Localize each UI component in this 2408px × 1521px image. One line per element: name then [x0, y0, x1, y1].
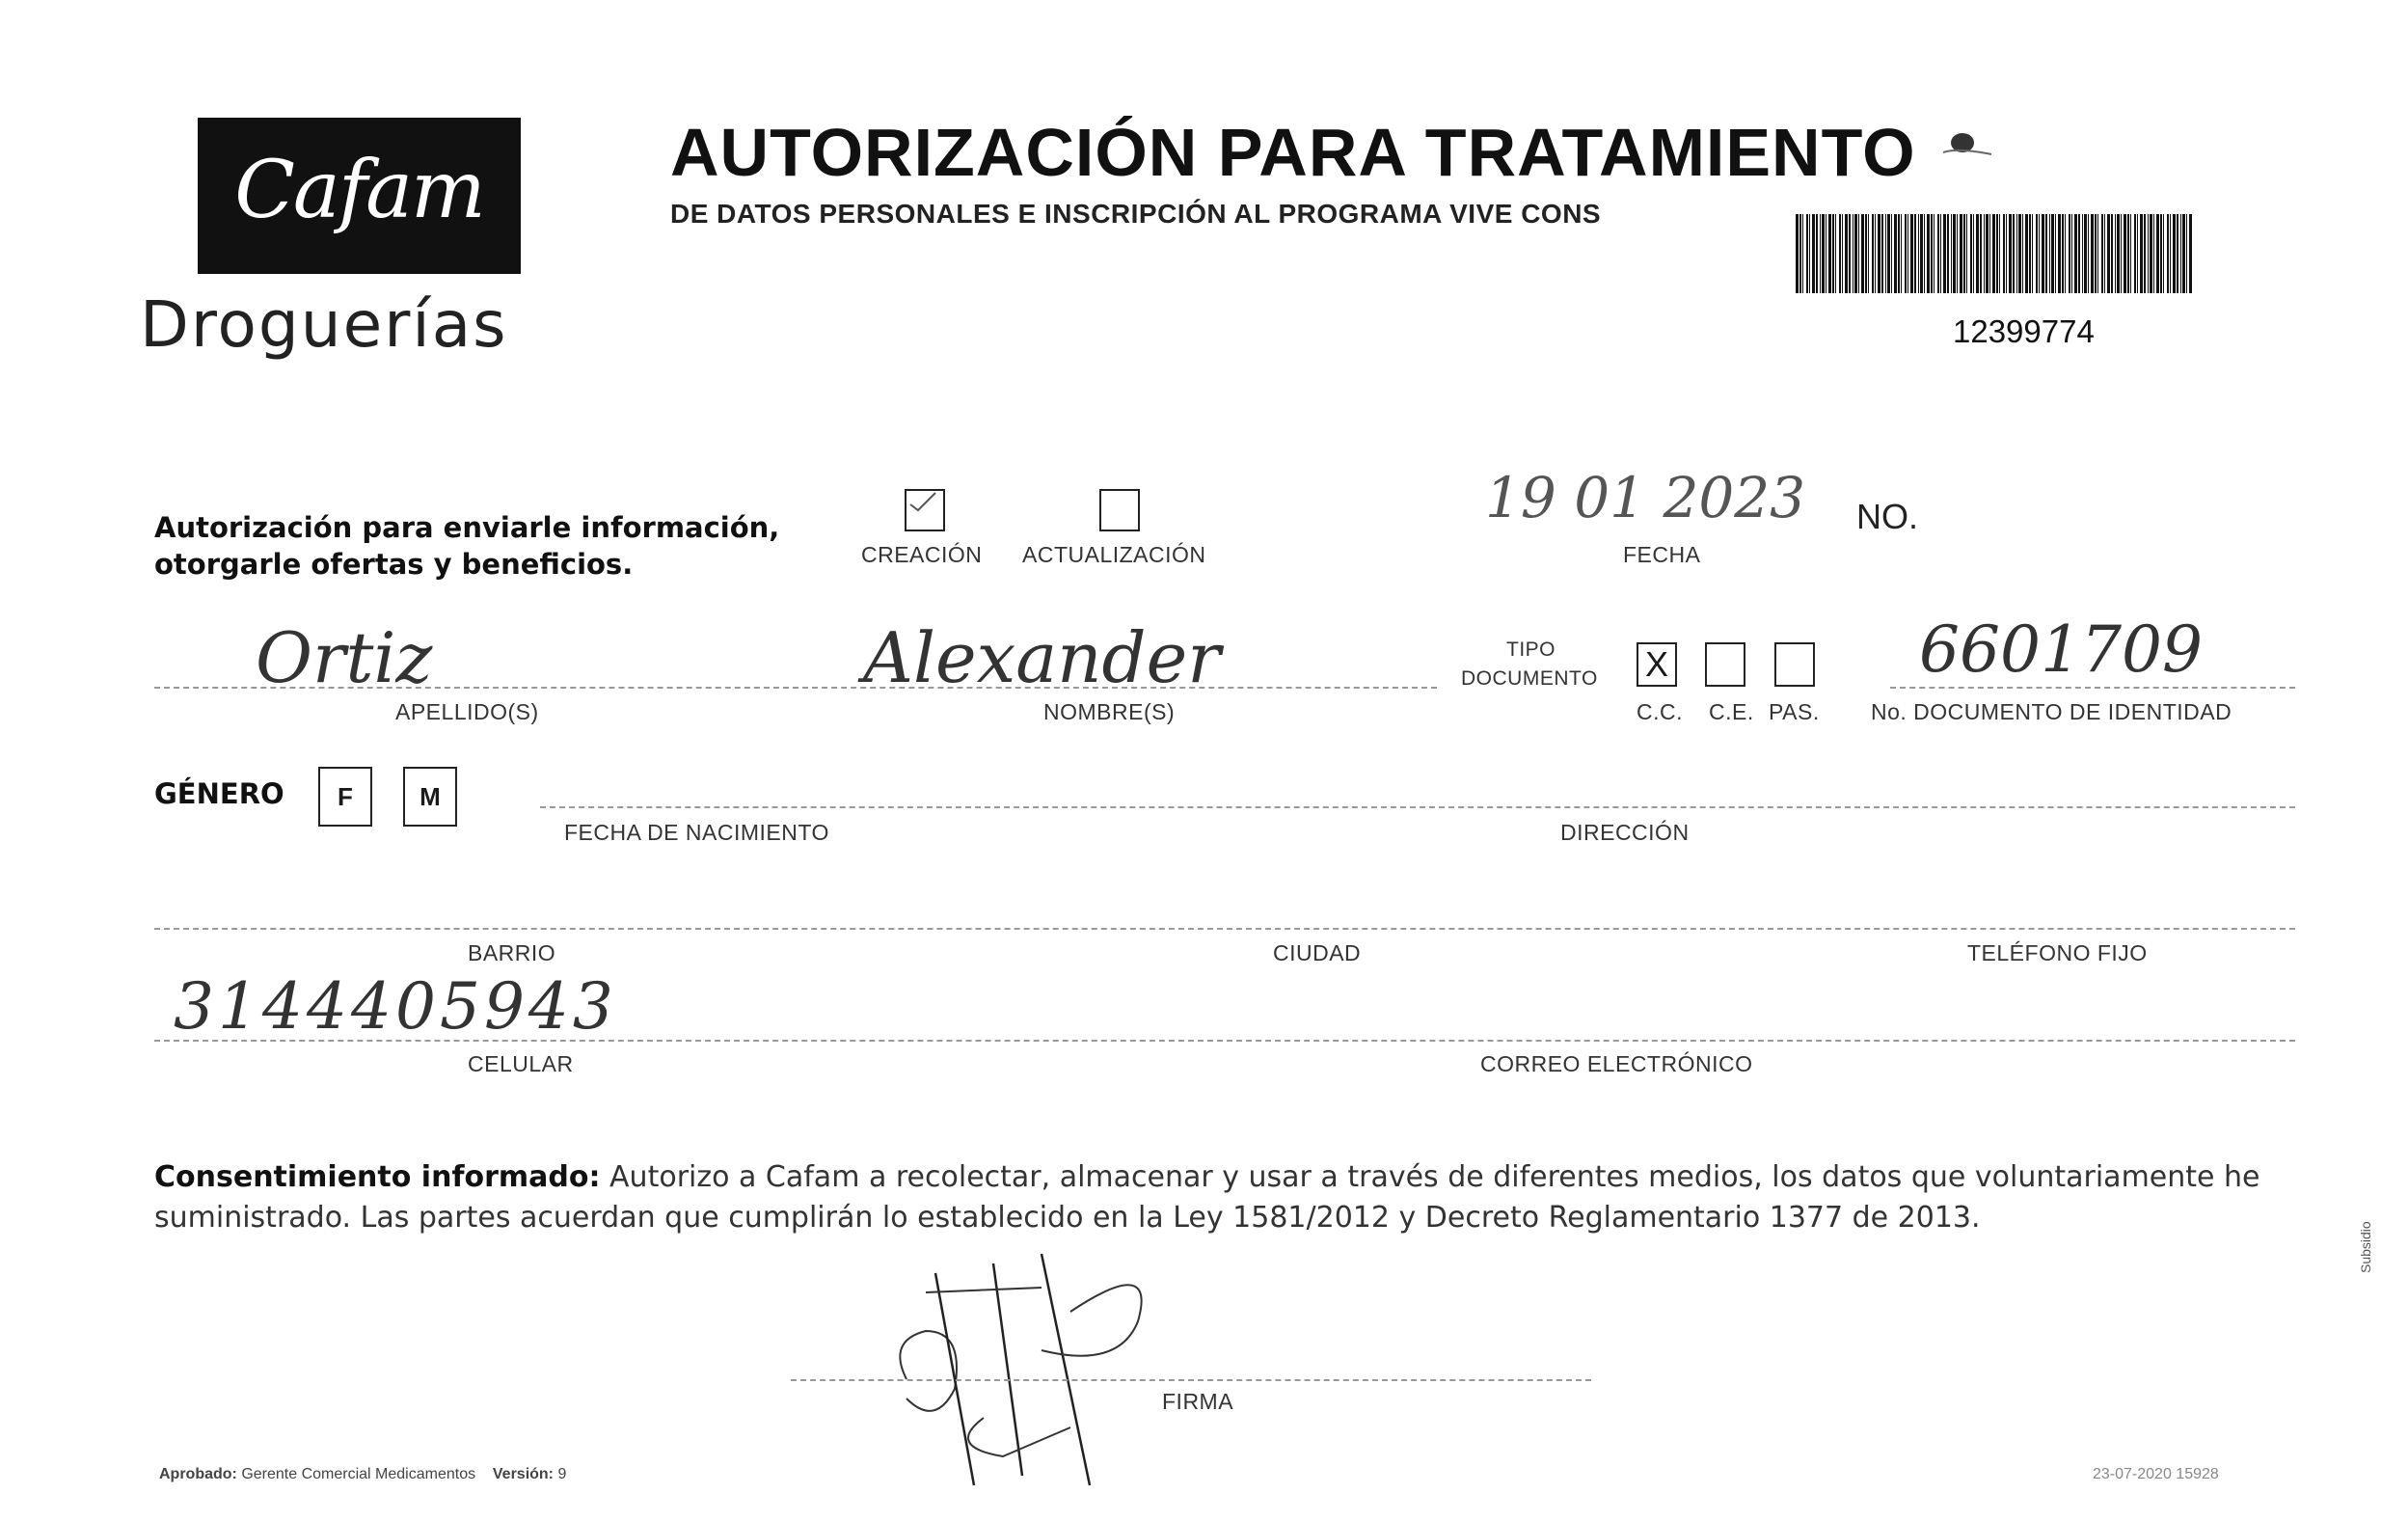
- barcode-bar: [1842, 214, 1843, 293]
- barcode-bar: [2167, 214, 2169, 293]
- ce-label: C.E.: [1709, 699, 1754, 724]
- stamp-mark: [1938, 123, 1977, 152]
- barcode-bar: [1812, 214, 1815, 293]
- barcode-bar: [1901, 214, 1902, 293]
- barcode-bar: [1835, 214, 1836, 293]
- barcode-bar: [2055, 214, 2056, 293]
- genero-m-checkbox[interactable]: M: [403, 767, 457, 827]
- barcode-bar: [1910, 214, 1913, 293]
- fecha-label: FECHA: [1623, 542, 1701, 567]
- celular-value: 3144405943: [174, 969, 617, 1044]
- barcode-bar: [2111, 214, 2113, 293]
- correo-label: CORREO ELECTRÓNICO: [1480, 1051, 1753, 1076]
- barcode-bar: [1937, 214, 1939, 293]
- barcode-bar: [1839, 214, 1841, 293]
- firma-label: FIRMA: [1162, 1389, 1234, 1414]
- fecha-nacimiento-label: FECHA DE NACIMIENTO: [564, 820, 829, 845]
- aprobado-value: Gerente Comercial Medicamentos: [241, 1466, 476, 1482]
- barcode-bar: [2097, 214, 2098, 293]
- barcode-bar: [2042, 214, 2044, 293]
- barcode-bar: [2013, 214, 2015, 293]
- barcode-bar: [2025, 214, 2028, 293]
- authorization-heading-line1: Autorización para enviarle información,: [154, 511, 780, 544]
- barcode-bar: [2177, 214, 2178, 293]
- barcode-bar: [1861, 214, 1864, 293]
- barcode-bar: [1963, 214, 1965, 293]
- actualizacion-checkbox[interactable]: [1099, 489, 1140, 531]
- barcode-bar: [2144, 214, 2146, 293]
- barcode-bar: [2170, 214, 2171, 293]
- barcode-bar: [2091, 214, 2094, 293]
- barcode-bar: [1865, 214, 1867, 293]
- logo-subtitle: Droguerías: [140, 287, 508, 362]
- barcode-bar: [1828, 214, 1831, 293]
- barcode-bar: [1822, 214, 1825, 293]
- birth-address-underline: [540, 806, 2295, 808]
- barcode-bar: [1845, 214, 1848, 293]
- cc-checkbox[interactable]: X: [1637, 642, 1677, 687]
- barcode-bar: [2036, 214, 2038, 293]
- barcode-bar: [2058, 214, 2061, 293]
- direccion-label: DIRECCIÓN: [1560, 820, 1690, 845]
- barcode-bar: [2127, 214, 2129, 293]
- documento-label: No. DOCUMENTO DE IDENTIDAD: [1871, 699, 2232, 724]
- authorization-heading-line2: otorgarle ofertas y beneficios.: [154, 548, 634, 581]
- barcode-bar: [2182, 214, 2185, 293]
- fecha-value: 19 01 2023: [1485, 465, 1806, 530]
- telefono-label: TELÉFONO FIJO: [1967, 940, 2148, 965]
- barcode-bar: [2124, 214, 2126, 293]
- barcode-bar: [2104, 214, 2105, 293]
- barcode-bar: [2003, 214, 2005, 293]
- barcode-bar: [2069, 214, 2070, 293]
- barcode-bar: [1907, 214, 1908, 293]
- barcode-bar: [2189, 214, 2192, 293]
- barcode-bar: [1806, 214, 1808, 293]
- barcode-bar: [2130, 214, 2131, 293]
- barcode-bar: [2032, 214, 2033, 293]
- barcode-bar: [1881, 214, 1883, 293]
- barcode-bar: [1885, 214, 1886, 293]
- barcode-bar: [2153, 214, 2154, 293]
- barcode-bar: [2078, 214, 2080, 293]
- barcode-bar: [1984, 214, 1985, 293]
- barcode-bar: [2022, 214, 2023, 293]
- barcode-bar: [1970, 214, 1972, 293]
- barcode: [1796, 214, 2193, 293]
- barcode-bar: [2088, 214, 2089, 293]
- barcode-bar: [2148, 214, 2149, 293]
- barcode-bar: [2071, 214, 2072, 293]
- barcode-bar: [2137, 214, 2138, 293]
- barcode-bar: [1816, 214, 1818, 293]
- barcode-bar: [1887, 214, 1890, 293]
- cc-label: C.C.: [1637, 699, 1683, 724]
- barcode-bar: [2160, 214, 2162, 293]
- barcode-bar: [2065, 214, 2066, 293]
- barcode-bar: [1943, 214, 1946, 293]
- signature-underline: [791, 1379, 1591, 1381]
- genero-label: GÉNERO: [154, 777, 284, 810]
- barcode-bar: [2134, 214, 2136, 293]
- footer-code: 23-07-2020 15928: [2093, 1466, 2219, 1482]
- barcode-bar: [1973, 214, 1974, 293]
- barcode-bar: [1905, 214, 1907, 293]
- barcode-bar: [1854, 214, 1857, 293]
- barcode-bar: [1960, 214, 1962, 293]
- barcode-bar: [2009, 214, 2012, 293]
- barcode-number: 12399774: [1953, 313, 2095, 349]
- signature: [849, 1235, 1273, 1495]
- barcode-bar: [2150, 214, 2152, 293]
- barcode-bar: [2084, 214, 2087, 293]
- logo-text: Cafam: [234, 145, 484, 236]
- barcode-bar: [1868, 214, 1869, 293]
- barcode-bar: [1820, 214, 1821, 293]
- nombres-label: NOMBRE(S): [1043, 699, 1176, 724]
- consent-bold: Consentimiento informado:: [154, 1160, 601, 1194]
- cafam-logo: [198, 118, 521, 274]
- barcode-bar: [2180, 214, 2181, 293]
- barcode-bar: [1940, 214, 1941, 293]
- barcode-bar: [1875, 214, 1876, 293]
- tipo-documento-label-1: TIPO: [1506, 638, 1556, 661]
- apellidos-label: APELLIDO(S): [395, 699, 539, 724]
- barcode-bar: [2121, 214, 2122, 293]
- barcode-bar: [1914, 214, 1916, 293]
- version-value: 9: [557, 1466, 567, 1482]
- barcode-bar: [2051, 214, 2054, 293]
- barcode-bar: [1796, 214, 1799, 293]
- barcode-bar: [1927, 214, 1930, 293]
- location-underline: [154, 928, 2295, 930]
- barcode-bar: [1799, 214, 1801, 293]
- contact-underline: [154, 1040, 2295, 1042]
- barcode-bar: [1931, 214, 1933, 293]
- barcode-bar: [2045, 214, 2047, 293]
- barcode-bar: [2107, 214, 2110, 293]
- barcode-bar: [1858, 214, 1859, 293]
- barcode-bar: [2029, 214, 2031, 293]
- barcode-bar: [1966, 214, 1967, 293]
- barcode-bar: [2101, 214, 2103, 293]
- identity-underline: [154, 687, 1437, 689]
- consent-paragraph: [154, 1157, 2276, 1238]
- form-subtitle: DE DATOS PERSONALES E INSCRIPCIÓN AL PROGRAMA VIVE CONS: [670, 199, 1602, 229]
- no-label: NO.: [1856, 497, 1919, 536]
- barrio-label: BARRIO: [468, 940, 556, 965]
- documento-underline: [1890, 687, 2295, 689]
- pas-checkbox[interactable]: [1774, 642, 1815, 687]
- barcode-bar: [1832, 214, 1834, 293]
- barcode-bar: [2006, 214, 2007, 293]
- barcode-bar: [1980, 214, 1982, 293]
- celular-label: CELULAR: [468, 1051, 574, 1076]
- barcode-bar: [1951, 214, 1952, 293]
- barcode-bar: [1976, 214, 1979, 293]
- barcode-bar: [1953, 214, 1956, 293]
- barcode-bar: [2016, 214, 2017, 293]
- barcode-bar: [2156, 214, 2159, 293]
- barcode-bar: [2115, 214, 2116, 293]
- barcode-bar: [2095, 214, 2097, 293]
- barcode-bar: [1920, 214, 1923, 293]
- barcode-bar: [1878, 214, 1880, 293]
- genero-f-checkbox[interactable]: F: [318, 767, 372, 827]
- barcode-bar: [1947, 214, 1949, 293]
- barcode-bar: [2018, 214, 2021, 293]
- barcode-bar: [2163, 214, 2164, 293]
- barcode-bar: [2117, 214, 2120, 293]
- version-label: Versión:: [492, 1466, 555, 1482]
- consent-text: Autorizo a Cafam a recolectar, almacenar y usar a través de diferentes medios, los datos que voluntariamente he suministrado. Las partes acuerdan que cumplirán lo establecido en la Ley 1581/2012 y Decreto Reglamentario 1377 de 2013.: [154, 1160, 2260, 1235]
- barcode-bar: [2082, 214, 2083, 293]
- barcode-bar: [1898, 214, 1900, 293]
- barcode-bar: [2074, 214, 2077, 293]
- actualizacion-label: ACTUALIZACIÓN: [1022, 542, 1206, 567]
- barcode-bar: [1934, 214, 1935, 293]
- barcode-bar: [1999, 214, 2000, 293]
- nombres-value: Alexander: [863, 617, 1221, 698]
- form-title: AUTORIZACIÓN PARA TRATAMIENTO: [670, 115, 1916, 190]
- barcode-bar: [1891, 214, 1892, 293]
- side-text: Subsidio: [2358, 1221, 2373, 1273]
- barcode-bar: [1809, 214, 1810, 293]
- footer-approval: [159, 1466, 566, 1483]
- barcode-bar: [1992, 214, 1995, 293]
- ce-checkbox[interactable]: [1705, 642, 1745, 687]
- documento-value: 6601709: [1919, 612, 2203, 687]
- barcode-bar: [2039, 214, 2040, 293]
- barcode-bar: [1918, 214, 1919, 293]
- barcode-bar: [2062, 214, 2064, 293]
- barcode-bar: [2173, 214, 2176, 293]
- creacion-checkbox[interactable]: [905, 489, 945, 531]
- ciudad-label: CIUDAD: [1273, 940, 1362, 965]
- creacion-label: CREACIÓN: [861, 542, 983, 567]
- barcode-bar: [1802, 214, 1803, 293]
- pas-label: PAS.: [1769, 699, 1820, 724]
- barcode-bar: [1894, 214, 1897, 293]
- barcode-bar: [1986, 214, 1989, 293]
- barcode-bar: [1989, 214, 1990, 293]
- barcode-bar: [1957, 214, 1958, 293]
- apellidos-value: Ortiz: [256, 617, 433, 698]
- barcode-bar: [1996, 214, 1998, 293]
- aprobado-label: Aprobado:: [159, 1466, 237, 1482]
- barcode-bar: [1924, 214, 1925, 293]
- tipo-documento-label-2: DOCUMENTO: [1461, 667, 1598, 690]
- barcode-bar: [1849, 214, 1851, 293]
- barcode-bar: [2049, 214, 2050, 293]
- barcode-bar: [2186, 214, 2187, 293]
- barcode-bar: [1872, 214, 1874, 293]
- barcode-bar: [2140, 214, 2143, 293]
